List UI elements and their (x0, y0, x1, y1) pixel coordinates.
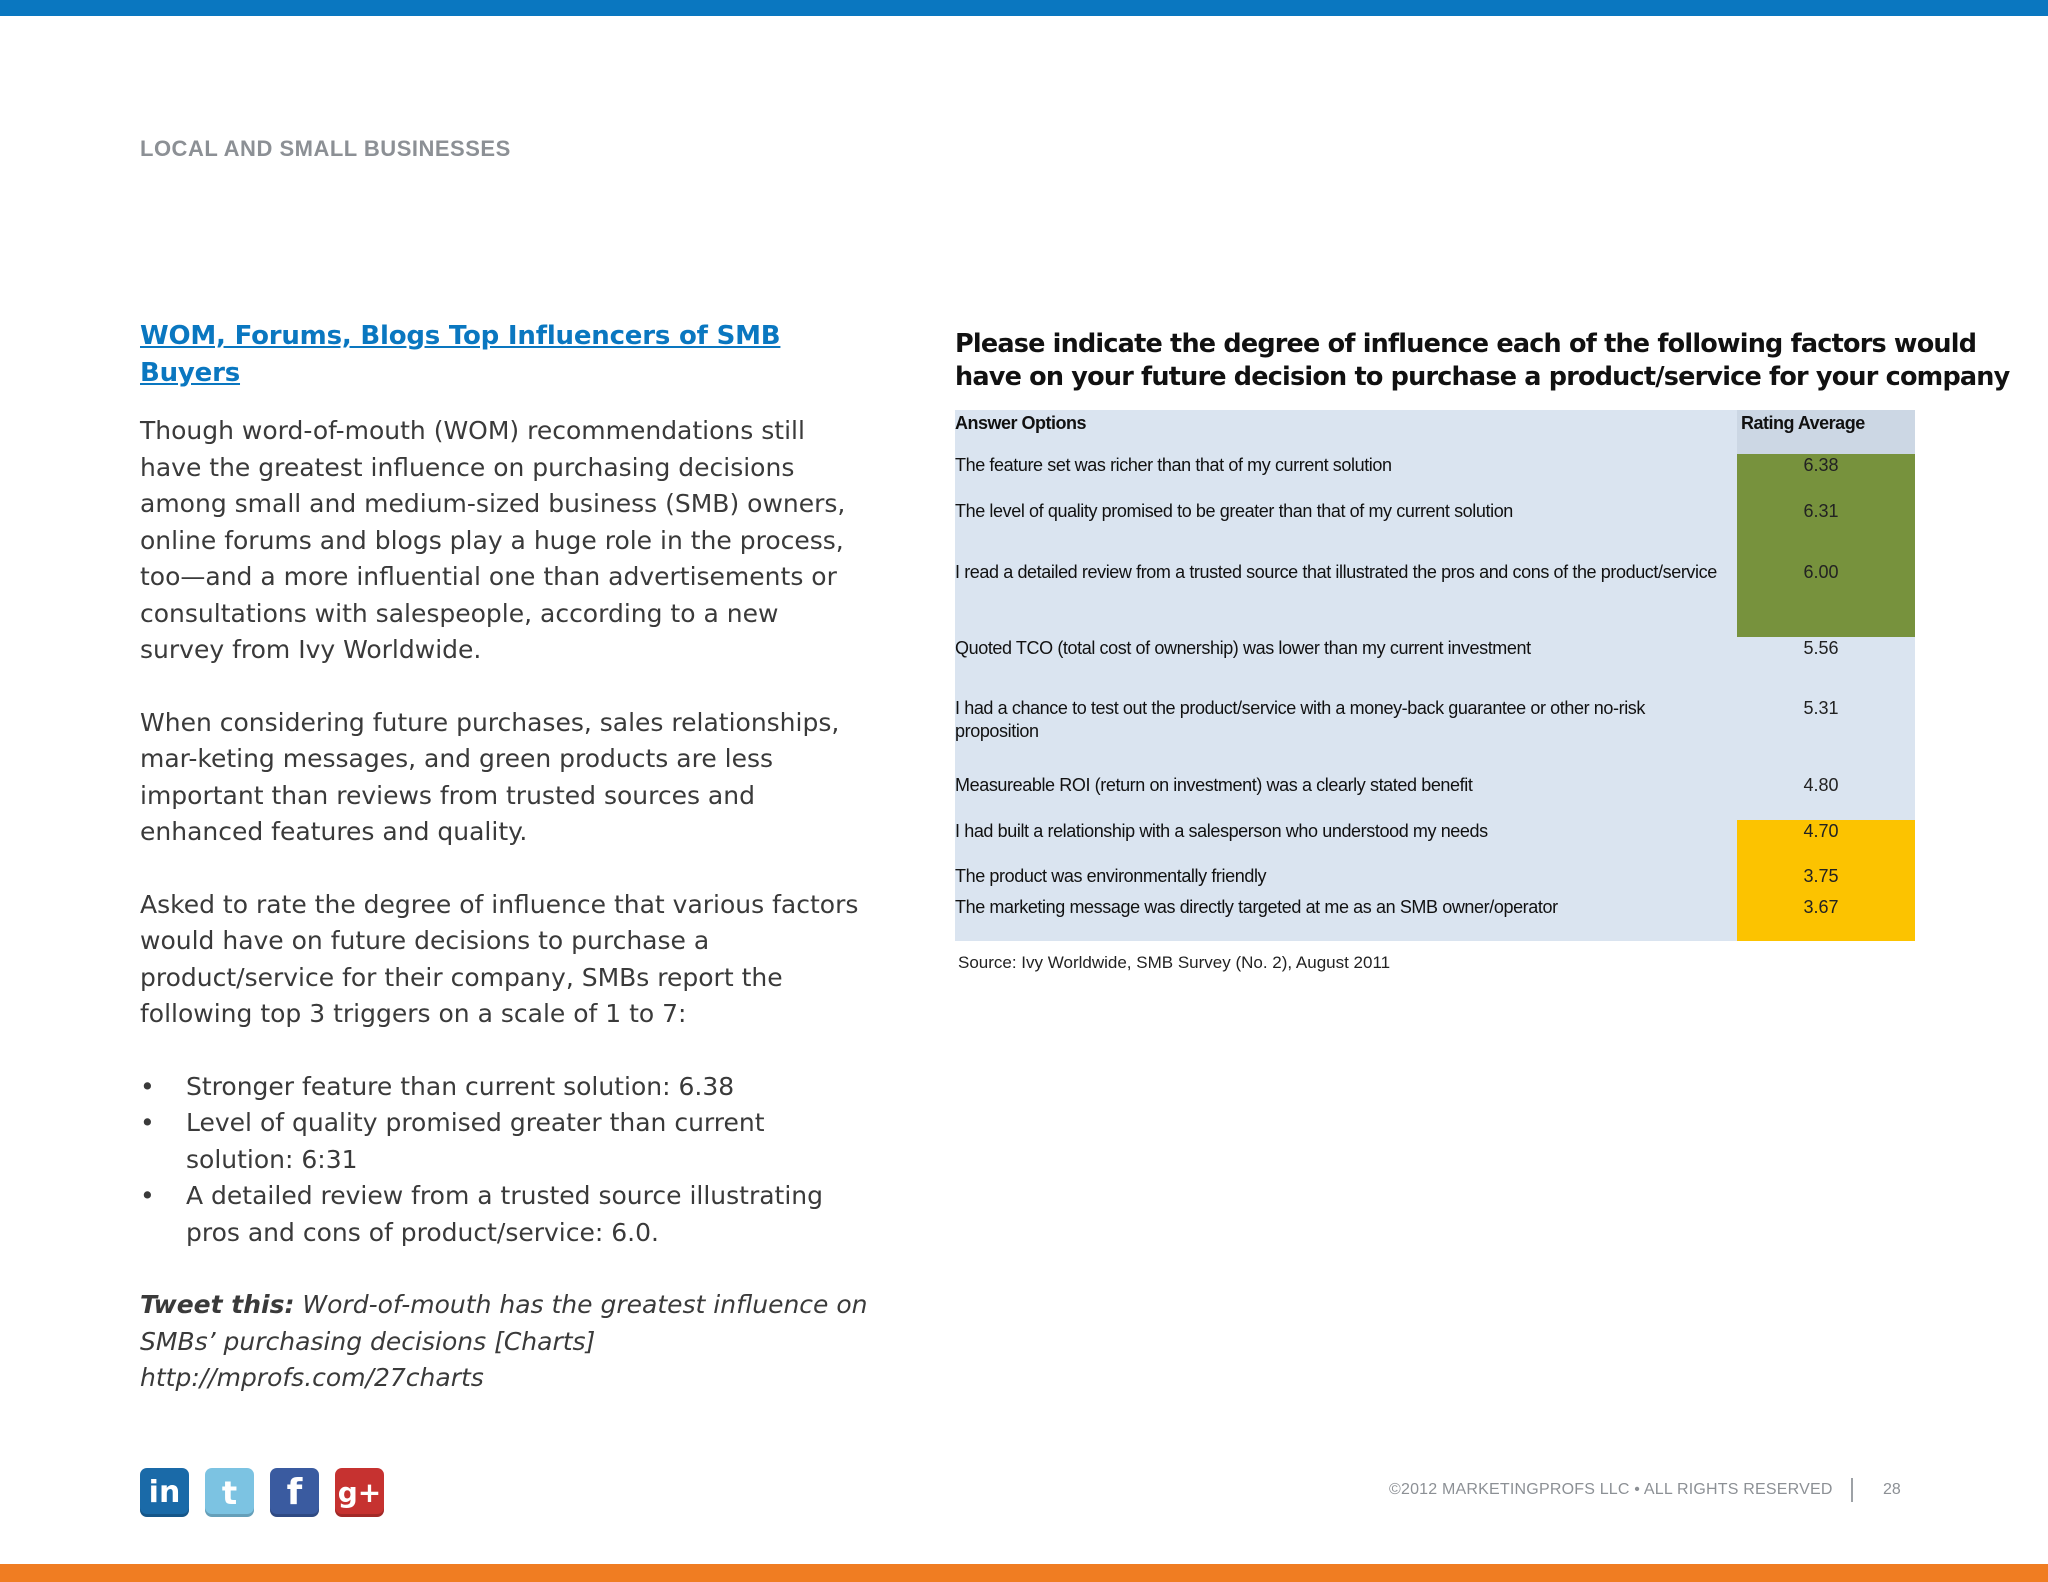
answer-cell: Quoted TCO (total cost of ownership) was lower than my current investment (955, 638, 1531, 658)
table-row (955, 454, 1915, 500)
paragraph-intro: Though word-of-mouth (WOM) recommendations still have the greatest influence on purchasing decisions among small and medium-sized business (SMB) owners, online forums and blogs play a huge role in the process, too—and a more influential one than advertisements or consultations with salespeople, according to a new survey from Ivy Worldwide. (140, 416, 846, 664)
rating-cell: 3.75 (1737, 865, 1915, 896)
rating-cell: 6.38 (1737, 454, 1915, 500)
survey-figure (955, 328, 2010, 973)
tweet-text: Word-of-mouth has the greatest influence on SMBs’ purchasing decisions [Charts] http://mprofs.com/27charts (140, 1290, 868, 1392)
column-header-answer-options: Answer Options (955, 413, 1087, 433)
answer-cell: The level of quality promised to be greater than that of my current solution (955, 501, 1513, 521)
bullet-marker: • (140, 1181, 155, 1210)
bottom-accent-bar (0, 1564, 2048, 1582)
tweet-this[interactable] (140, 1287, 870, 1397)
google-plus-icon[interactable]: g+ (335, 1468, 384, 1517)
page-number: 28 (1883, 1481, 1901, 1498)
paragraph-survey: Asked to rate the degree of influence that various factors would have on future decisions to purchase a product/service for their company, SMBs report the following top 3 triggers on a scale of 1 to 7: (140, 889, 859, 1028)
answer-cell: The feature set was richer than that of my current solution (955, 455, 1392, 475)
social-share-bar (140, 1468, 384, 1517)
table-row (955, 637, 1915, 697)
table-row (955, 561, 1915, 637)
figure-title-line-2: have on your future decision to purchase a product/service for your company (955, 362, 2010, 392)
top-triggers-list (140, 1069, 870, 1252)
figure-title-line-1: Please indicate the degree of influence each of the following factors would (955, 329, 1977, 359)
bullet-text: A detailed review from a trusted source illustrating pros and cons of product/service: 6.0. (186, 1181, 824, 1247)
list-item (140, 1178, 870, 1251)
answer-cell: The marketing message was directly targeted at me as an SMB owner/operator (955, 897, 1558, 917)
facebook-icon[interactable]: f (270, 1468, 319, 1517)
rating-cell: 5.31 (1803, 698, 1839, 718)
rating-cell: 3.67 (1737, 896, 1915, 941)
rating-cell: 6.00 (1737, 561, 1915, 637)
answer-cell: I had built a relationship with a salesperson who understood my needs (955, 821, 1488, 841)
bullet-text: Stronger feature than current solution: 6.38 (186, 1071, 735, 1101)
column-header-rating-average: Rating Average (1737, 410, 1915, 454)
bullet-marker: • (140, 1071, 155, 1101)
article-heading-link[interactable]: WOM, Forums, Blogs Top Influencers of SMB Buyers (140, 321, 781, 388)
footer-copyright: ©2012 MARKETINGPROFS LLC • ALL RIGHTS RESERVED (1389, 1481, 1833, 1498)
table-row (955, 774, 1915, 820)
table-row (955, 865, 1915, 896)
table-row (955, 697, 1915, 774)
answer-cell: I had a chance to test out the product/service with a money-back guarantee or other no-risk proposition (955, 698, 1645, 741)
rating-cell: 6.31 (1737, 500, 1915, 561)
linkedin-icon[interactable]: in (140, 1468, 189, 1517)
tweet-label: Tweet this: (140, 1290, 295, 1319)
footer-divider (1851, 1478, 1853, 1502)
table-row (955, 820, 1915, 865)
bullet-text: Level of quality promised greater than current solution: 6:31 (186, 1108, 765, 1174)
rating-cell: 4.80 (1803, 775, 1839, 795)
section-label: LOCAL AND SMALL BUSINESSES (140, 136, 511, 161)
list-item (140, 1069, 870, 1106)
answer-cell: Measureable ROI (return on investment) was a clearly stated benefit (955, 775, 1473, 795)
table-row (955, 896, 1915, 941)
figure-title (955, 328, 2010, 394)
table-header (955, 410, 1915, 454)
rating-cell: 4.70 (1737, 820, 1915, 865)
figure-source: Source: Ivy Worldwide, SMB Survey (No. 2), August 2011 (958, 953, 1391, 972)
rating-cell: 5.56 (1803, 638, 1839, 658)
bullet-marker: • (140, 1108, 155, 1137)
list-item (140, 1105, 870, 1178)
ratings-table (955, 410, 1915, 941)
top-accent-bar (0, 0, 2048, 16)
paragraph-considerations: When considering future purchases, sales relationships, mar-keting messages, and green products are less important than reviews from trusted sources and enhanced features and quality. (140, 707, 840, 846)
twitter-icon[interactable]: t (205, 1468, 254, 1517)
answer-cell: I read a detailed review from a trusted source that illustrated the pros and cons of the product/service (955, 562, 1717, 582)
article-body (140, 318, 870, 1433)
answer-cell: The product was environmentally friendly (955, 866, 1267, 886)
table-row (955, 500, 1915, 561)
